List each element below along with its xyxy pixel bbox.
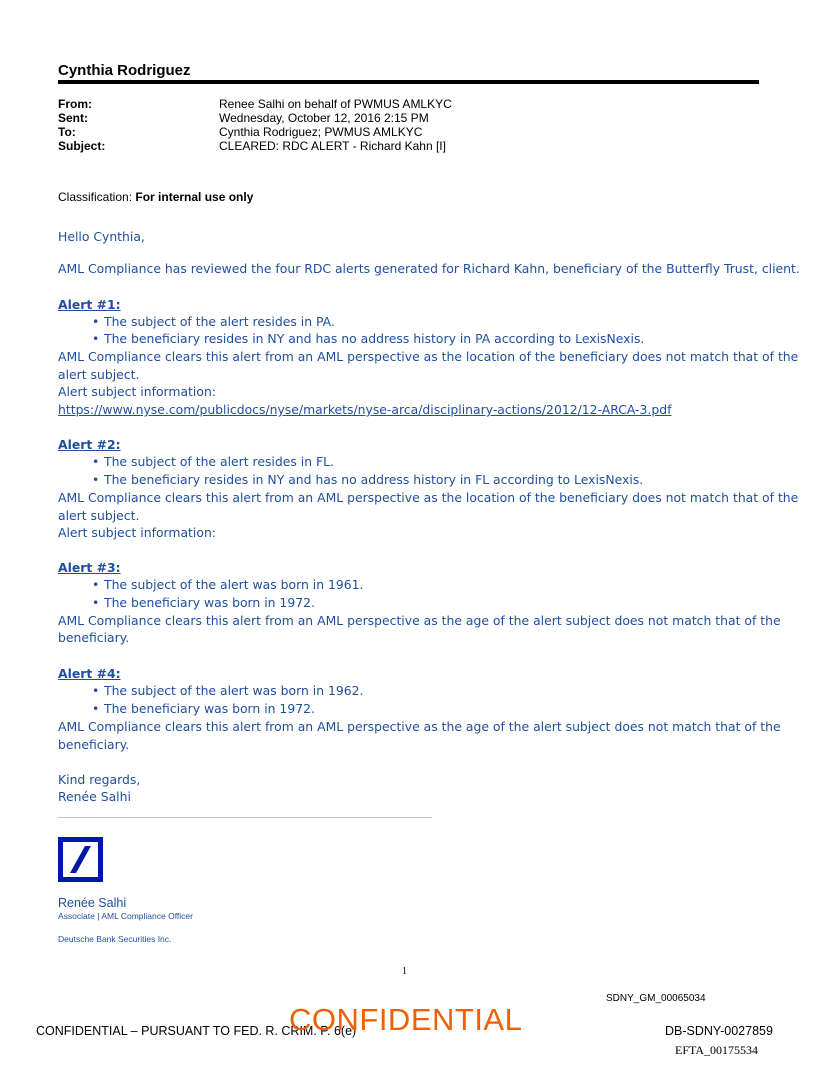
efta-number: EFTA_00175534 (675, 1043, 759, 1057)
sent-label: Sent: (58, 111, 88, 125)
header-divider (58, 80, 759, 84)
closing-name: Renée Salhi (58, 789, 131, 804)
from-value: Renee Salhi on behalf of PWMUS AMLKYC (219, 97, 452, 111)
classification-value: For internal use only (135, 190, 254, 204)
alert-2-bullet-2: The beneficiary resides in NY and has no address history in FL according to LexisNexis. (104, 472, 644, 487)
bullet-icon: • (92, 314, 100, 329)
subject-value: CLEARED: RDC ALERT - Richard Kahn [I] (219, 139, 446, 153)
confidential-stamp: CONFIDENTIAL (289, 1002, 523, 1037)
page-number: 1 (402, 966, 407, 977)
alert-1-text-line-1: AML Compliance clears this alert from an AML perspective as the location of the beneficiary does not match that of the (58, 349, 799, 364)
alert-3-bullet-2: The beneficiary was born in 1972. (104, 595, 315, 610)
from-label: From: (58, 97, 92, 111)
alert-1-title: Alert #1: (58, 297, 121, 312)
alert-2-bullet-1: The subject of the alert resides in FL. (104, 454, 334, 469)
sent-value: Wednesday, October 12, 2016 2:15 PM (219, 111, 429, 125)
bullet-icon: • (92, 577, 100, 592)
alert-2-text-line-2: alert subject. (58, 508, 140, 523)
bullet-icon: • (92, 454, 100, 469)
alert-3-bullet-1: The subject of the alert was born in 1961. (104, 577, 364, 592)
to-label: To: (58, 125, 76, 139)
bullet-icon: • (92, 331, 100, 346)
alert-3-text-line-2: beneficiary. (58, 630, 130, 645)
signature-company: Deutsche Bank Securities Inc. (58, 934, 172, 944)
alert-1-bullet-1: The subject of the alert resides in PA. (104, 314, 335, 329)
deutsche-bank-logo-icon (58, 837, 103, 882)
alert-3-title: Alert #3: (58, 560, 121, 575)
alert-4-bullet-2: The beneficiary was born in 1972. (104, 701, 315, 716)
bates-number-top: SDNY_GM_00065034 (606, 993, 706, 1004)
alert-2-text-line-1: AML Compliance clears this alert from an AML perspective as the location of the beneficiary does not match that of the (58, 490, 799, 505)
subject-label: Subject: (58, 139, 106, 153)
closing: Kind regards, (58, 772, 141, 787)
alert-1-bullet-2: The beneficiary resides in NY and has no address history in PA according to LexisNexis. (104, 331, 645, 346)
alert-3-text-line-1: AML Compliance clears this alert from an AML perspective as the age of the alert subject does not match that of the (58, 613, 781, 628)
bates-number-bottom: DB-SDNY-0027859 (665, 1024, 773, 1038)
signature-divider (58, 817, 432, 818)
alert-4-title: Alert #4: (58, 666, 121, 681)
alert-1-info-link[interactable]: https://www.nyse.com/publicdocs/nyse/markets/nyse-arca/disciplinary-actions/2012/12-ARCA-3.pdf (58, 402, 672, 417)
to-value: Cynthia Rodriguez; PWMUS AMLKYC (219, 125, 423, 139)
signature-name: Renée Salhi (58, 896, 127, 910)
email-owner-name: Cynthia Rodriguez (58, 62, 191, 79)
alert-1-text-line-2: alert subject. (58, 367, 140, 382)
greeting: Hello Cynthia, (58, 229, 145, 244)
bullet-icon: • (92, 701, 100, 716)
alert-1-info-label: Alert subject information: (58, 384, 216, 399)
alert-4-bullet-1: The subject of the alert was born in 1962. (104, 683, 364, 698)
classification (58, 190, 253, 204)
signature-title: Associate | AML Compliance Officer (58, 911, 193, 921)
bullet-icon: • (92, 683, 100, 698)
confidential-notice: CONFIDENTIAL – PURSUANT TO FED. R. CRIM. P. 6(e) (36, 1024, 357, 1038)
bullet-icon: • (92, 472, 100, 487)
alert-2-title: Alert #2: (58, 437, 121, 452)
alert-2-info-label: Alert subject information: (58, 525, 216, 540)
bullet-icon: • (92, 595, 100, 610)
intro-paragraph: AML Compliance has reviewed the four RDC alerts generated for Richard Kahn, beneficiary of the Butterfly Trust, client. (58, 261, 800, 276)
alert-4-text-line-1: AML Compliance clears this alert from an AML perspective as the age of the alert subject does not match that of the (58, 719, 781, 734)
classification-label: Classification: (58, 190, 133, 204)
alert-4-text-line-2: beneficiary. (58, 737, 130, 752)
